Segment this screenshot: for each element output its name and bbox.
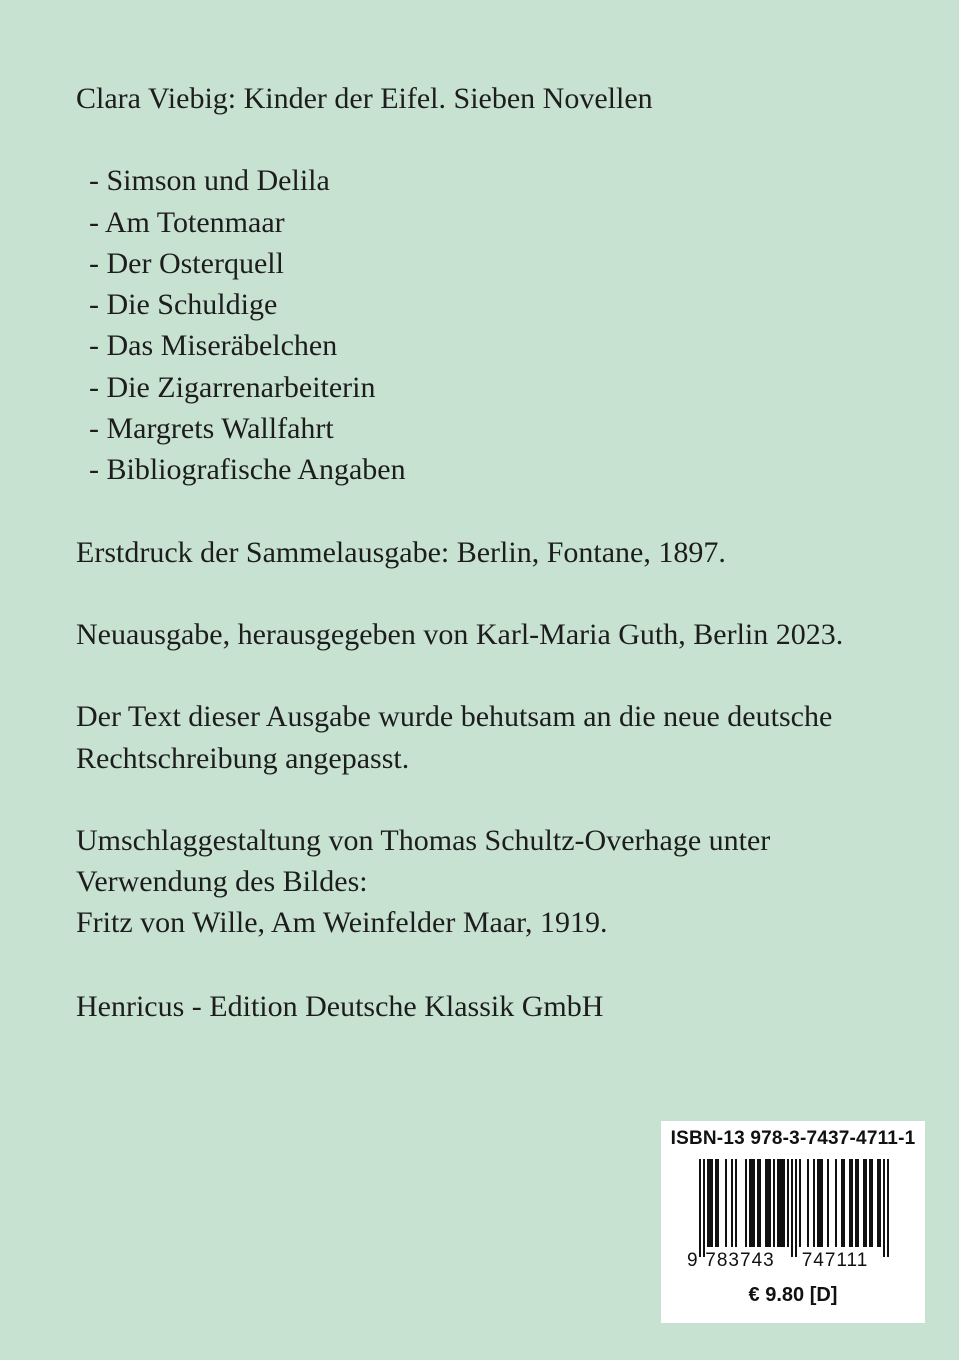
barcode-bar xyxy=(863,1159,865,1247)
orthography-line-1: Der Text dieser Ausgabe wurde behutsam an die neue deutsche xyxy=(76,700,833,734)
barcode-bar xyxy=(751,1159,753,1247)
barcode-right-digits: 747111 xyxy=(801,1250,869,1271)
barcode-bars xyxy=(699,1159,889,1257)
barcode-bar xyxy=(807,1159,809,1247)
barcode-bar xyxy=(699,1159,701,1257)
back-cover-text xyxy=(76,78,936,1027)
new-edition-note: Neuausgabe, herausgegeben von Karl-Maria Guth, Berlin 2023. xyxy=(76,617,844,651)
barcode-bar xyxy=(865,1159,867,1247)
barcode-bar xyxy=(715,1159,717,1247)
price-label: € 9.80 [D] xyxy=(748,1284,838,1306)
barcode-bar xyxy=(835,1159,837,1247)
barcode-bar xyxy=(857,1159,859,1247)
barcode-bar xyxy=(773,1159,775,1247)
barcode-bar xyxy=(819,1159,821,1247)
barcode-bar xyxy=(767,1159,769,1247)
barcode-bar xyxy=(877,1159,879,1247)
isbn-label: ISBN-13 978-3-7437-4711-1 xyxy=(670,1128,916,1149)
barcode-bar xyxy=(779,1159,781,1247)
barcode-bar xyxy=(871,1159,873,1247)
barcode-bar xyxy=(827,1159,829,1247)
barcode-bar xyxy=(883,1159,885,1257)
barcode-bar xyxy=(781,1159,783,1247)
book-title-line: Clara Viebig: Kinder der Eifel. Sieben Novellen xyxy=(76,82,653,115)
barcode-bar xyxy=(707,1159,709,1247)
isbn-barcode-box xyxy=(661,1121,925,1323)
barcode-bar xyxy=(813,1159,815,1247)
list-item: - Margrets Wallfahrt xyxy=(89,412,334,446)
barcode-bar xyxy=(777,1159,779,1247)
barcode-bar xyxy=(709,1159,711,1247)
barcode-bar xyxy=(745,1159,747,1247)
list-item: - Der Osterquell xyxy=(89,246,284,280)
barcode-bar xyxy=(725,1159,727,1247)
barcode-bar xyxy=(817,1159,819,1247)
barcode-bar xyxy=(765,1159,767,1247)
cover-line-1: Umschlaggestaltung von Thomas Schultz-Overhage unter xyxy=(76,823,771,857)
list-item: - Die Zigarrenarbeiterin xyxy=(89,370,376,404)
barcode-bar xyxy=(855,1159,857,1247)
cover-line-2: Verwendung des Bildes: xyxy=(76,865,368,899)
barcode-bar xyxy=(879,1159,881,1247)
list-item: - Bibliografische Angaben xyxy=(89,453,406,487)
barcode-bar xyxy=(753,1159,755,1247)
barcode-bar xyxy=(783,1159,785,1247)
orthography-line-2: Rechtschreibung angepasst. xyxy=(76,741,410,775)
barcode-bar xyxy=(711,1159,713,1247)
barcode-bar xyxy=(787,1159,789,1247)
barcode-bar xyxy=(731,1159,733,1247)
barcode-bar xyxy=(791,1159,793,1257)
list-item: - Am Totenmaar xyxy=(89,205,285,239)
contents-list xyxy=(76,160,936,490)
barcode-bar xyxy=(887,1159,889,1257)
barcode-lead-digit: 9 xyxy=(687,1250,698,1271)
barcode-bar xyxy=(703,1159,705,1257)
barcode-bar xyxy=(843,1159,845,1247)
barcode-bar xyxy=(759,1159,761,1247)
list-item: - Die Schuldige xyxy=(89,288,278,322)
barcode-bar xyxy=(841,1159,843,1247)
barcode-bar xyxy=(735,1159,737,1247)
barcode-bar xyxy=(869,1159,871,1247)
barcode-bar xyxy=(851,1159,853,1247)
barcode-left-digits: 783743 xyxy=(705,1250,775,1271)
publisher-name: Henricus - Edition Deutsche Klassik GmbH xyxy=(76,989,604,1023)
barcode-bar xyxy=(799,1159,801,1247)
barcode-bar xyxy=(849,1159,851,1247)
list-item: - Das Miseräbelchen xyxy=(89,329,338,363)
cover-design-note xyxy=(76,820,936,944)
first-print-note: Erstdruck der Sammelausgabe: Berlin, Fontane, 1897. xyxy=(76,535,726,569)
barcode-bar xyxy=(717,1159,719,1247)
barcode-bar xyxy=(821,1159,823,1247)
barcode-bar xyxy=(749,1159,751,1247)
cover-line-3: Fritz von Wille, Am Weinfelder Maar, 1919. xyxy=(76,906,608,940)
list-item: - Simson und Delila xyxy=(89,164,330,198)
barcode-bar xyxy=(795,1159,797,1257)
orthography-note xyxy=(76,696,936,779)
barcode-bar xyxy=(757,1159,759,1247)
barcode-bar xyxy=(769,1159,771,1247)
